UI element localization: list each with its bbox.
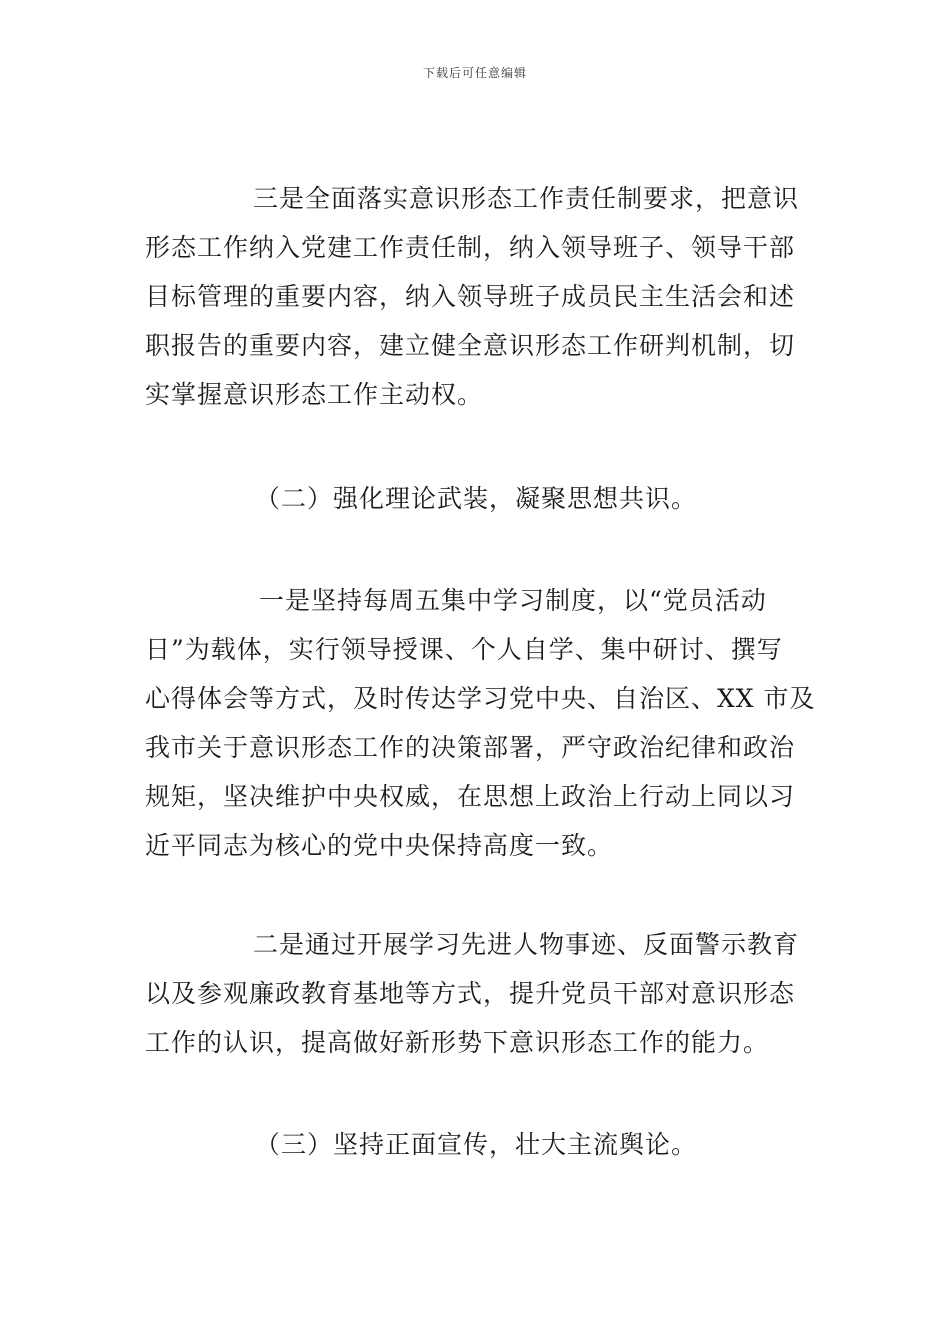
paragraph-line: 目标管理的重要内容，纳入领导班子成员民主生活会和述 [145, 282, 796, 311]
paragraph-line: 一是坚持每周五集中学习制度，以“党员活动 [259, 586, 767, 615]
paragraph-study [145, 576, 816, 870]
paragraph-line: 二是通过开展学习先进人物事迹、反面警示教育 [253, 930, 800, 959]
paragraph-responsibility [145, 174, 805, 419]
paragraph-line: 工作的认识，提高做好新形势下意识形态工作的能力。 [145, 1028, 770, 1057]
paragraph-line: 三是全面落实意识形态工作责任制要求，把意识 [253, 184, 800, 213]
paragraph-line: 日”为载体，实行领导授课、个人自学、集中研讨、撰写 [145, 635, 783, 664]
paragraph-line: 心得体会等方式，及时传达学习党中央、自治区、XX 市及 [145, 684, 816, 713]
section-heading-3: （三）坚持正面宣传，壮大主流舆论。 [255, 1130, 698, 1159]
paragraph-education [145, 920, 805, 1067]
page-header: 下载后可任意编辑 [422, 66, 527, 80]
paragraph-line: 实掌握意识形态工作主动权。 [145, 380, 484, 409]
paragraph-line: 近平同志为核心的党中央保持高度一致。 [145, 831, 614, 860]
paragraph-line: 形态工作纳入党建工作责任制，纳入领导班子、领导干部 [145, 233, 796, 262]
paragraph-line: 我市关于意识形态工作的决策部署，严守政治纪律和政治 [145, 733, 796, 762]
paragraph-line: 以及参观廉政教育基地等方式，提升党员干部对意识形态 [145, 979, 796, 1008]
paragraph-line: 职报告的重要内容，建立健全意识形态工作研判机制，切 [145, 331, 796, 360]
section-heading-2: （二）强化理论武装，凝聚思想共识。 [255, 484, 698, 513]
paragraph-line: 规矩，坚决维护中央权威，在思想上政治上行动上同以习 [145, 782, 796, 811]
